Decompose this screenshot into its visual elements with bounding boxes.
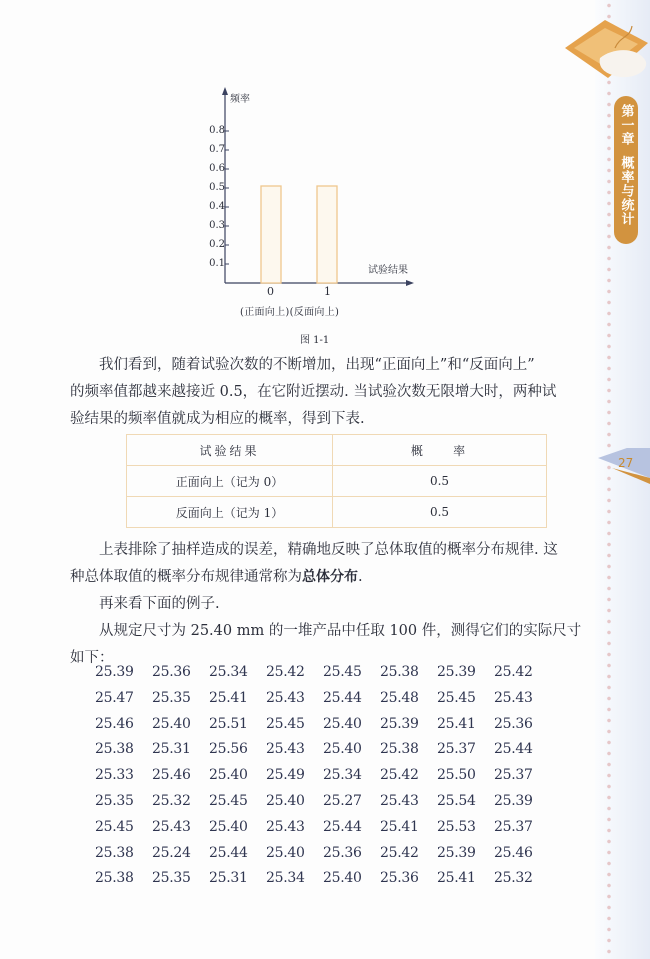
frequency-bar-chart [190, 85, 430, 320]
data-row [95, 767, 551, 793]
text-line: 验结果的频率值就成为相应的概率，得到下表. [70, 411, 365, 427]
measurement-value: 25.41 [437, 715, 476, 732]
text-line: 的频率值都越来越接近 0.5，在它附近摆动. 当试验次数无限增大时，两种试 [70, 384, 557, 400]
chapter-label: 第一章 [618, 104, 634, 146]
measurement-value: 25.35 [152, 870, 191, 887]
text-line: 从规定尺寸为 25.40 mm 的一堆产品中任取 100 件，测得它们的实际尺寸 [99, 623, 582, 639]
measurement-value: 25.42 [494, 664, 533, 680]
text-line: 再来看下面的例子. [99, 596, 220, 612]
measurement-value: 25.54 [437, 792, 476, 809]
measurement-value: 25.46 [494, 844, 533, 861]
measurement-value: 25.34 [323, 767, 362, 784]
measurement-value: 25.38 [380, 664, 419, 680]
measurement-value: 25.32 [152, 792, 191, 809]
table-cell: 反面向上（记为 1） [127, 497, 333, 528]
page-number: 27 [618, 456, 634, 470]
measurement-value: 25.27 [323, 792, 362, 809]
probability-table [126, 434, 547, 528]
text-line: 上表排除了抽样造成的误差，精确地反映了总体取值的概率分布规律. 这 [99, 542, 558, 558]
measurement-value: 25.53 [437, 818, 476, 835]
measurement-value: 25.41 [209, 689, 248, 706]
measurement-value: 25.34 [209, 664, 248, 680]
measurement-value: 25.41 [437, 870, 476, 887]
text-line: 如下： [70, 650, 114, 666]
measurement-value: 25.42 [380, 767, 419, 784]
measurement-value: 25.43 [494, 689, 533, 706]
measurement-value: 25.39 [494, 792, 533, 809]
x-category-descriptions: (正面向上)(反面向上) [240, 307, 340, 318]
measurement-value: 25.37 [437, 741, 476, 758]
measurement-value: 25.33 [95, 767, 134, 784]
measurement-value: 25.45 [95, 818, 134, 835]
measurement-value: 25.39 [95, 664, 134, 680]
measurement-value: 25.44 [323, 818, 362, 835]
data-row [95, 793, 551, 819]
paragraph-frequency-convergence [70, 352, 590, 433]
measurement-value: 25.43 [266, 689, 305, 706]
measurement-value: 25.36 [380, 870, 419, 887]
y-tick: 0.5 [209, 182, 225, 193]
data-row [95, 664, 551, 690]
measurement-value: 25.41 [380, 818, 419, 835]
y-tick: 0.1 [209, 258, 225, 269]
measurement-value: 25.40 [323, 715, 362, 732]
y-tick: 0.3 [209, 220, 225, 231]
measurement-value: 25.40 [323, 870, 362, 887]
measurement-value: 25.46 [152, 767, 191, 784]
measurement-value: 25.39 [437, 844, 476, 861]
data-row [95, 845, 551, 871]
y-tick: 0.7 [209, 144, 225, 155]
measurement-value: 25.36 [323, 844, 362, 861]
data-row [95, 716, 551, 742]
measurement-value: 25.37 [494, 767, 533, 784]
measurement-value: 25.50 [437, 767, 476, 784]
y-tick: 0.6 [209, 163, 225, 174]
table-header-row [127, 435, 547, 466]
chart-axes [190, 85, 430, 320]
measurement-value: 25.38 [95, 844, 134, 861]
measurement-value: 25.31 [152, 741, 191, 758]
table-cell: 0.5 [333, 466, 547, 497]
measurement-value: 25.35 [95, 792, 134, 809]
measurement-value: 25.49 [266, 767, 305, 784]
data-row [95, 819, 551, 845]
measurement-value: 25.38 [95, 741, 134, 758]
measurement-value: 25.36 [494, 715, 533, 732]
measurement-value: 25.42 [266, 664, 305, 680]
measurement-value: 25.47 [95, 689, 134, 706]
measurement-value: 25.31 [209, 870, 248, 887]
measurement-value: 25.40 [266, 844, 305, 861]
text-line: 种总体取值的概率分布规律通常称为总体分布. [70, 569, 363, 585]
y-tick: 0.2 [209, 239, 225, 250]
measurement-value: 25.32 [494, 870, 533, 887]
measurement-value: 25.51 [209, 715, 248, 732]
measurement-value: 25.39 [437, 664, 476, 680]
measurement-value: 25.45 [323, 664, 362, 680]
measurement-value: 25.45 [437, 689, 476, 706]
table-cell: 正面向上（记为 0） [127, 466, 333, 497]
measurement-value: 25.37 [494, 818, 533, 835]
measurement-value: 25.43 [380, 792, 419, 809]
measurement-value: 25.44 [323, 689, 362, 706]
chapter-title: 概率与统计 [618, 156, 634, 226]
measurement-value: 25.46 [95, 715, 134, 732]
data-row [95, 870, 551, 896]
figure-caption: 图 1-1 [300, 335, 330, 346]
measurement-value: 25.48 [380, 689, 419, 706]
paragraph-population-distribution [70, 537, 590, 672]
measurement-value: 25.45 [266, 715, 305, 732]
table-header: 概 率 [333, 435, 547, 466]
table-cell: 0.5 [333, 497, 547, 528]
table-row [127, 497, 547, 528]
measurement-value: 25.40 [266, 792, 305, 809]
chapter-tab [614, 96, 638, 244]
measurement-value: 25.24 [152, 844, 191, 861]
term-population-distribution: 总体分布 [302, 569, 358, 585]
measurement-value: 25.43 [266, 741, 305, 758]
measurement-value: 25.40 [323, 741, 362, 758]
measurement-value: 25.34 [266, 870, 305, 887]
measurement-value: 25.40 [209, 767, 248, 784]
measurement-value: 25.35 [152, 689, 191, 706]
x-tick: 0 [267, 285, 274, 298]
measurement-value: 25.43 [152, 818, 191, 835]
measurement-value: 25.38 [380, 741, 419, 758]
measurement-value: 25.43 [266, 818, 305, 835]
data-row [95, 690, 551, 716]
measurement-value: 25.44 [209, 844, 248, 861]
x-axis-label: 试验结果 [368, 265, 408, 276]
y-tick: 0.8 [209, 125, 225, 136]
measurement-value: 25.39 [380, 715, 419, 732]
measurement-value: 25.45 [209, 792, 248, 809]
bar-0 [261, 186, 281, 283]
data-row [95, 741, 551, 767]
measurement-value: 25.44 [494, 741, 533, 758]
text-line: 我们看到，随着试验次数的不断增加，出现“正面向上”和“反面向上” [99, 357, 535, 373]
x-tick: 1 [324, 285, 331, 298]
table-row [127, 466, 547, 497]
table-header: 试验结果 [127, 435, 333, 466]
measurement-value: 25.42 [380, 844, 419, 861]
y-tick: 0.4 [209, 201, 225, 212]
measurement-data-grid [95, 664, 551, 896]
measurement-value: 25.40 [152, 715, 191, 732]
measurement-value: 25.36 [152, 664, 191, 680]
measurement-value: 25.40 [209, 818, 248, 835]
measurement-value: 25.38 [95, 870, 134, 887]
bar-1 [317, 186, 337, 283]
measurement-value: 25.56 [209, 741, 248, 758]
book-mouse-decoration-icon [560, 18, 650, 88]
y-axis-label: 频率 [230, 94, 250, 105]
